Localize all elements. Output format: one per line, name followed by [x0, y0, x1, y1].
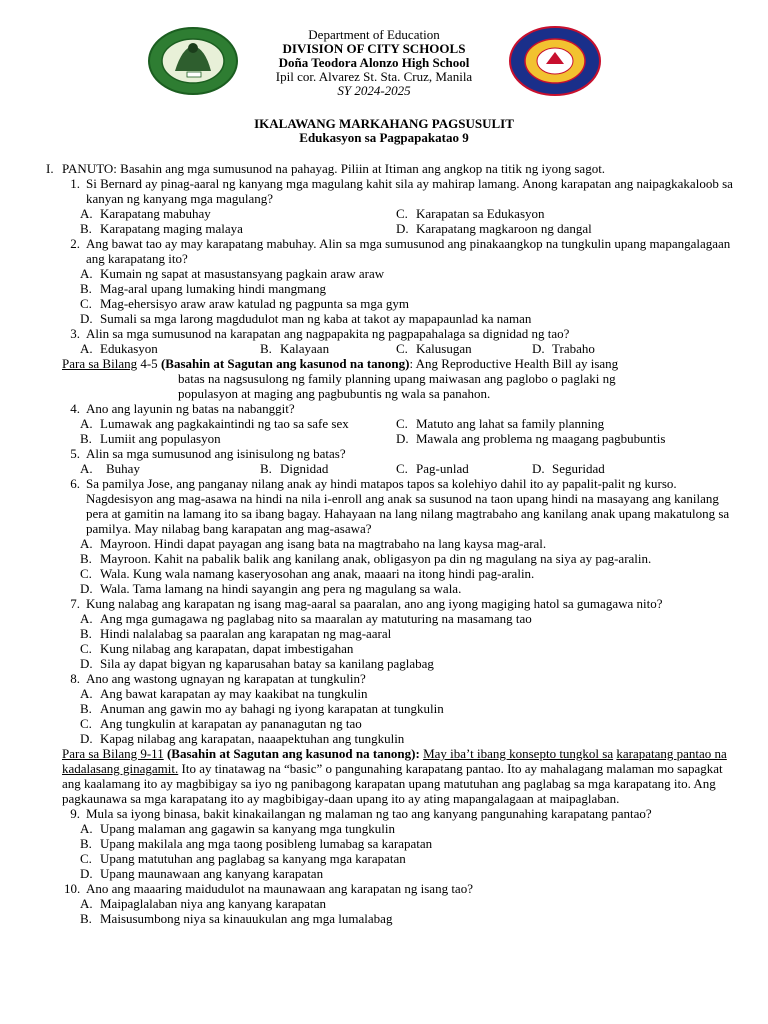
option-b[interactable]: B. Dignidad [260, 461, 329, 476]
option-a[interactable]: A. Buhay [80, 461, 140, 476]
subject-title: Edukasyon sa Pagpapakatao 9 [299, 130, 469, 145]
question-6-options [80, 536, 736, 596]
option-b[interactable]: B. Lumiit ang populasyon [80, 431, 221, 446]
option-b[interactable]: B. Upang makilala ang mga taong posibleng lumabag sa karapatan [80, 836, 433, 851]
option-b[interactable]: B. Hindi nalalabag sa paaralan ang karapatan ng mag-aaral [80, 626, 392, 641]
option-c[interactable]: C. Mag-ehersisyo araw araw katulad ng pagpunta sa mga gym [80, 296, 410, 311]
question-number: 3. [70, 326, 80, 341]
option-a[interactable]: A. Upang malaman ang gagawin sa kanyang mga tungkulin [80, 821, 395, 836]
question-3-options [80, 341, 736, 356]
option-a[interactable]: A. Kumain ng sapat at masustansyang pagkain araw araw [80, 266, 385, 281]
question-8-options [80, 686, 736, 746]
exam-content [46, 161, 736, 926]
question-text: Ano ang maaaring maidudulot na maunawaan ang karapatan ng isang tao? [86, 881, 473, 896]
passage-line-1: : Ang Reproductive Health Bill ay isang [409, 356, 619, 371]
question-1 [46, 176, 736, 206]
passage-text: Ito ay tinatawag na “basic” o pangunahing karapatang pantao. Ito ay mahalagang malaman mo sapagkat ang kaalamang ito ay magbibigay sa iyo ng panibagong karapatan upang matutuhan ang paglabag sa mga karapatang ito. Ang pagkaunawa sa mga karapatang ito ay magbibigay-daan upang ito ay ating mapangalagaan at maipaglaban. [62, 761, 723, 806]
option-a[interactable]: A. Mayroon. Hindi dapat payagan ang isang bata na magtrabaho na lang kaysa mag-aral. [80, 536, 547, 551]
passage-label: Para sa Bilang 9-11 [62, 746, 164, 761]
option-d[interactable]: D. Karapatang magkaroon ng dangal [396, 221, 592, 236]
option-b[interactable]: B. Karapatang maging malaya [80, 221, 243, 236]
passage-9-11 [62, 746, 736, 806]
question-8 [46, 671, 736, 686]
question-number: 10. [64, 881, 81, 896]
question-6 [46, 476, 736, 536]
directions [46, 161, 736, 176]
option-a[interactable]: A. Ang bawat karapatan ay may kaakibat na tungkulin [80, 686, 368, 701]
question-text: Alin sa mga sumusunod ang isinisulong ng batas? [86, 446, 346, 461]
question-number: 5. [70, 446, 80, 461]
option-b[interactable]: B. Mag-aral upang lumaking hindi mangmang [80, 281, 327, 296]
passage-line-3: populasyon at maging ang pagbubuntis ng wala sa panahon. [178, 386, 491, 401]
question-text: Si Bernard ay pinag-aaral ng kanyang mga magulang kahit sila ay mahirap lamang. Anong karapatan ang naipagkakaloob sa kanyan ng kanyang mga magulang? [86, 176, 733, 206]
option-b[interactable]: B. Maisusumbong niya sa kinauukulan ang mga lumalabag [80, 911, 393, 926]
option-b[interactable]: B. Anuman ang gawin mo ay bahagi ng iyong karapatan at tungkulin [80, 701, 444, 716]
passage-4-5 [62, 356, 736, 401]
option-a[interactable]: A. Edukasyon [80, 341, 158, 356]
passage-underlined-2: karapatang pantao na kadalasang ginagamit. [62, 746, 727, 776]
question-10 [46, 881, 736, 896]
question-text: Ang bawat tao ay may karapatang mabuhay. Alin sa mga sumusunod ang pinakaangkop na tungkulin upang mapangalagaan ang karapatang ito? [86, 236, 731, 266]
option-d[interactable]: D. Upang maunawaan ang kanyang karapatan [80, 866, 324, 881]
question-7 [46, 596, 736, 611]
question-2 [46, 236, 736, 266]
option-d[interactable]: D. Sumali sa mga larong magdudulot man ng kaba at takot ay mapapaunlad ka naman [80, 311, 532, 326]
passage-line-2: batas na nagsusulong ng family planning upang maiwasan ang paglobo o paglaki ng [178, 371, 616, 386]
question-4 [46, 401, 736, 416]
option-d[interactable]: D. Wala. Tama lamang na hindi sayangin ang pera ng magulang sa wala. [80, 581, 462, 596]
division-seal-logo [508, 26, 602, 96]
directions-number: I. [46, 161, 54, 176]
question-text: Mula sa iyong binasa, bakit kinakailangan ng malaman ng tao ang kanyang pangunahing karapatang pantao? [86, 806, 652, 821]
option-d[interactable]: D. Kapag nilabag ang karapatan, naaapektuhan ang tungkulin [80, 731, 405, 746]
division-name: DIVISION OF CITY SCHOOLS [282, 41, 466, 56]
option-a[interactable]: A. Ang mga gumagawa ng paglabag nito sa maaralan ay matuturing na masamang tao [80, 611, 532, 626]
school-address: Ipil cor. Alvarez St. Sta. Cruz, Manila [275, 69, 473, 84]
passage-range: 4-5 [137, 356, 161, 371]
question-4-options [80, 416, 736, 446]
option-a[interactable]: A. Karapatang mabuhay [80, 206, 211, 221]
passage-label: Para sa Bilang [62, 356, 138, 371]
question-9 [46, 806, 736, 821]
option-a[interactable]: A. Lumawak ang pagkakaintindi ng tao sa safe sex [80, 416, 349, 431]
question-number: 2. [70, 236, 80, 251]
option-b[interactable]: B. Kalayaan [260, 341, 330, 356]
option-c[interactable]: C. Karapatan sa Edukasyon [396, 206, 545, 221]
option-c[interactable]: C. Pag-unlad [396, 461, 469, 476]
passage-instruction: (Basahin at Sagutan ang kasunod na tanong): [166, 746, 420, 761]
question-3 [46, 326, 736, 341]
question-5 [46, 446, 736, 461]
exam-title: IKALAWANG MARKAHANG PAGSUSULIT [254, 116, 514, 131]
question-text: Ano ang wastong ugnayan ng karapatan at tungkulin? [86, 671, 366, 686]
question-number: 6. [70, 476, 80, 491]
question-text: Ano ang layunin ng batas na nabanggit? [86, 401, 295, 416]
question-5-options [80, 461, 736, 476]
school-name: Doña Teodora Alonzo High School [278, 55, 470, 70]
question-text: Kung nalabag ang karapatan ng isang mag-aaral sa paaralan, ano ang iyong magiging hatol sa gumagawa nito? [86, 596, 663, 611]
option-d[interactable]: D. Trabaho [532, 341, 595, 356]
question-number: 4. [70, 401, 80, 416]
option-d[interactable]: D. Sila ay dapat bigyan ng kaparusahan batay sa kanilang paglabag [80, 656, 434, 671]
option-b[interactable]: B. Mayroon. Kahit na pabalik balik ang kanilang anak, obligasyon pa din ng magulang na siya ay pag-aralin. [80, 551, 652, 566]
department-name: Department of Education [308, 27, 440, 42]
option-c[interactable]: C. Matuto ang lahat sa family planning [396, 416, 605, 431]
option-c[interactable]: C. Kung nilabag ang karapatan, dapat imbestigahan [80, 641, 354, 656]
question-number: 9. [70, 806, 80, 821]
option-d[interactable]: D. Mawala ang problema ng maagang pagbubuntis [396, 431, 666, 446]
question-10-options [80, 896, 736, 926]
question-text: Sa pamilya Jose, ang panganay nilang anak ay hindi matapos tapos sa kolehiyo dahil ito ay papalit-palit ng kurso. Nagdesisyon ang mag-asawa na hindi na nila i-enroll ang anak sa susunod na taon upang hindi na masayang ang kanilang pera at gamitin na lamang ito sa ibang bagay. Hahayaan na lang nilang magtrabaho ang kanilang anak upang makatulong sa pamilya. May nilabag bang karapatan ang mag-asawa? [86, 476, 730, 536]
directions-text: PANUTO: Basahin ang mga sumusunod na pahayag. Piliin at Itiman ang angkop na titik ng iyong sagot. [62, 161, 606, 176]
question-2-options [80, 266, 736, 326]
question-number: 7. [70, 596, 80, 611]
passage-underlined-1: May iba’t ibang konsepto tungkol sa [423, 746, 614, 761]
option-c[interactable]: C. Ang tungkulin at karapatan ay pananagutan ng tao [80, 716, 362, 731]
question-9-options [80, 821, 736, 881]
question-text: Alin sa mga sumusunod na karapatan ang nagpapakita ng pagpapahalaga sa dignidad ng tao? [86, 326, 570, 341]
question-number: 1. [70, 176, 80, 191]
question-number: 8. [70, 671, 80, 686]
school-seal-logo [147, 26, 239, 96]
question-1-options [80, 206, 736, 236]
option-d[interactable]: D. Seguridad [532, 461, 605, 476]
question-7-options [80, 611, 736, 671]
option-c[interactable]: C. Upang matutuhan ang paglabag sa kanyang mga karapatan [80, 851, 406, 866]
school-year: SY 2024-2025 [337, 83, 411, 98]
option-a[interactable]: A. Maipaglalaban niya ang kanyang karapatan [80, 896, 326, 911]
passage-instruction: (Basahin at Sagutan ang kasunod na tanong) [160, 356, 410, 371]
option-c[interactable]: C. Wala. Kung wala namang kaseryosohan ang anak, maaari na itong hindi pag-aralin. [80, 566, 535, 581]
option-c[interactable]: C. Kalusugan [396, 341, 472, 356]
